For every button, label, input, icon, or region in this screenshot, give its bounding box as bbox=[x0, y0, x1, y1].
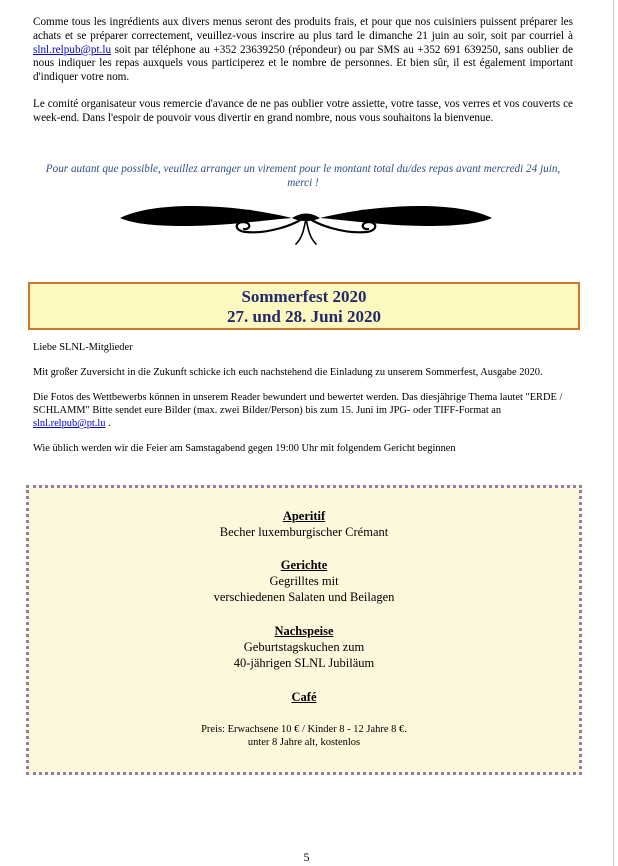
german-section bbox=[33, 341, 573, 467]
menu-item: Geburtstagskuchen zum bbox=[243, 640, 365, 654]
menu-heading-nachspeise: Nachspeise bbox=[274, 624, 334, 638]
menu-box bbox=[26, 485, 582, 775]
menu-heading-aperitif: Aperitif bbox=[282, 509, 326, 523]
menu-item: Becher luxemburgischer Crémant bbox=[219, 525, 389, 539]
german-paragraph-dinner: Wie üblich werden wir die Feier am Samstagabend gegen 19:00 Uhr mit folgendem Gericht beginnen bbox=[33, 443, 456, 454]
event-dates: 27. und 28. Juni 2020 bbox=[227, 307, 381, 326]
french-section bbox=[33, 16, 573, 139]
menu-heading-cafe: Café bbox=[291, 690, 317, 704]
event-title-box bbox=[28, 282, 580, 330]
menu-gerichte bbox=[29, 557, 579, 605]
page-number: 5 bbox=[303, 850, 310, 864]
german-paragraph-intro: Mit großer Zuversicht in die Zukunft schicke ich euch nachstehend die Einladung zu unserem Sommerfest, Ausgabe 2020. bbox=[33, 367, 543, 378]
flourish-divider-icon bbox=[116, 196, 496, 248]
french-paragraph-registration: Comme tous les ingrédients aux divers menus seront des produits frais, et pour que nos cuisiniers puissent préparer les achats et se préparer correctement, veuillez-vous inscrire au plus tard le dimanche 21 juin au soir, soit par courriel à slnl.relpub@pt.lu soit par téléphone au +352 23639250 (répondeur) ou par SMS au +352 691 639250, sans oublier de nous indiquer les repas auxquels vous participerez et le nombre de personnes. Et bien sûr, il est également important d'indiquer votre nom. bbox=[33, 16, 573, 84]
price-line: Preis: Erwachsene 10 € / Kinder 8 - 12 Jahre 8 €. bbox=[201, 724, 407, 735]
german-greeting: Liebe SLNL-Mitglieder bbox=[33, 342, 133, 353]
menu-item: Gegrilltes mit bbox=[269, 574, 339, 588]
menu-item: verschiedenen Salaten und Beilagen bbox=[213, 590, 395, 604]
german-email-link[interactable]: slnl.relpub@pt.lu bbox=[33, 418, 106, 429]
menu-price bbox=[29, 723, 579, 749]
payment-note: Pour autant que possible, veuillez arranger un virement pour le montant total du/des repas avant mercredi 24 juin, merci ! bbox=[45, 163, 561, 189]
menu-aperitif bbox=[29, 508, 579, 540]
menu-cafe bbox=[29, 689, 579, 705]
menu-item: 40-jährigen SLNL Jubiläum bbox=[233, 656, 375, 670]
event-title: Sommerfest 2020 bbox=[241, 287, 367, 306]
french-email-link[interactable]: slnl.relpub@pt.lu bbox=[33, 43, 112, 56]
menu-heading-gerichte: Gerichte bbox=[280, 558, 328, 572]
menu-nachspeise bbox=[29, 623, 579, 671]
german-paragraph-photos: Die Fotos des Wettbewerbs können in unserem Reader bewundert und bewertet werden. Das diesjährige Thema lautet "ERDE / SCHLAMM" Bitte sendet eure Bilder (max. zwei Bilder/Person) bis zum 15. Juni im JPG- oder TIFF-Format an slnl.relpub@pt.lu . bbox=[33, 392, 563, 429]
price-line: unter 8 Jahre alt, kostenlos bbox=[247, 737, 361, 748]
french-paragraph-thanks: Le comité organisateur vous remercie d'avance de ne pas oublier votre assiette, votre tasse, vos verres et vos couverts ce week-end. Dans l'espoir de pouvoir vous divertir en grand nombre, nous vous souhaitons la bienvenue. bbox=[33, 97, 573, 124]
